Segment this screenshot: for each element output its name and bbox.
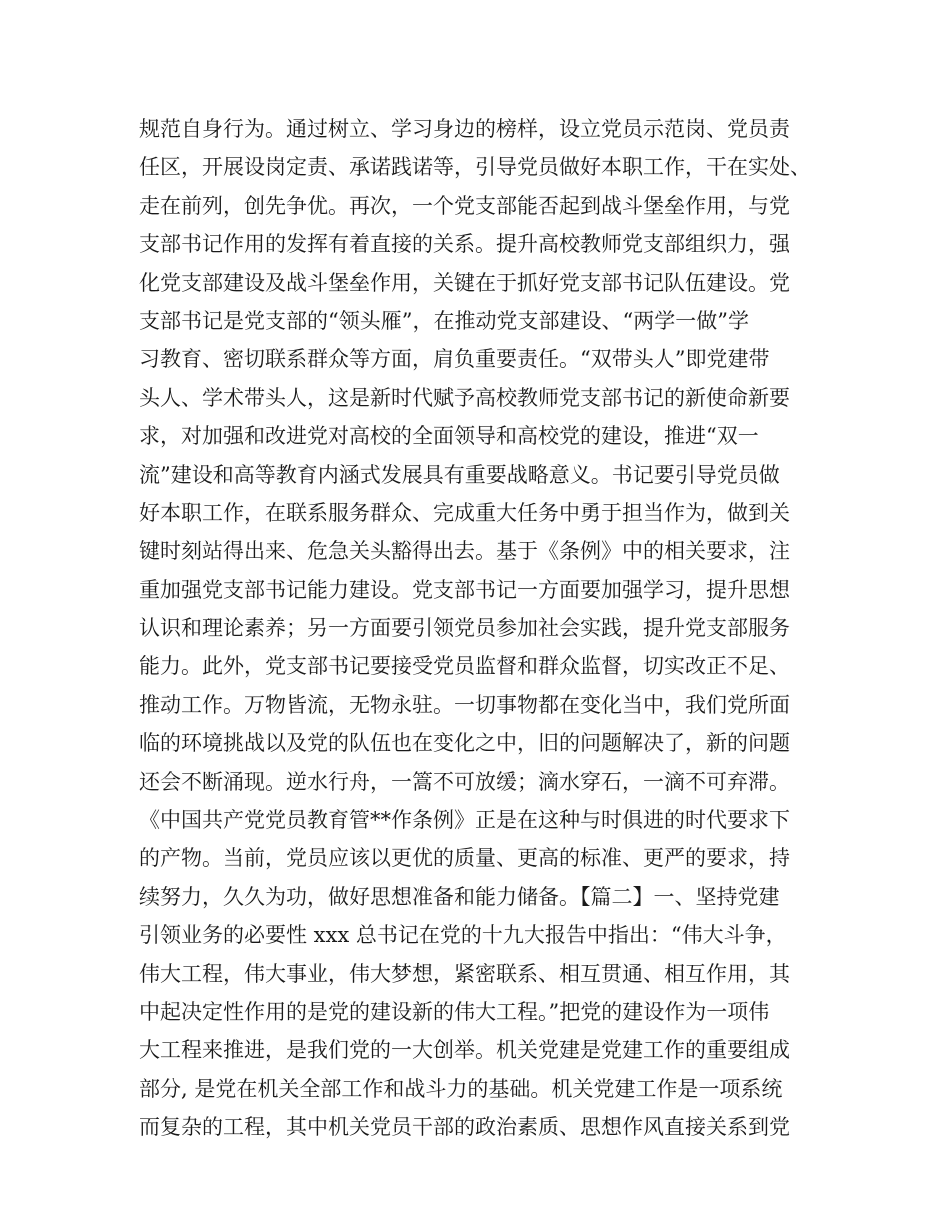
text-line: 习教育、密切联系群众等方面，肩负重要责任。“双带头人”即党建带 <box>139 347 770 372</box>
text-line: 流”建设和高等教育内涵式发展具有重要战略意义。书记要引导党员做 <box>139 462 780 487</box>
text-line: 部分, 是党在机关全部工作和战斗力的基础。机关党建工作是一项系统 <box>139 1076 783 1101</box>
text-line: 支部书记作用的发挥有着直接的关系。提升高校教师党支部组织力，强 <box>139 232 790 257</box>
text-line: 而复杂的工程，其中机关党员干部的政治素质、思想作风直接关系到党 <box>139 1115 790 1140</box>
text-line: 任区，开展设岗定责、承诺践诺等，引导党员做好本职工作，干在实处、 <box>139 155 811 180</box>
text-line: 重加强党支部书记能力建设。党支部书记一方面要加强学习，提升思想 <box>139 577 790 602</box>
text-line: 认识和理论素养；另一方面要引领党员参加社会实践，提升党支部服务 <box>139 616 790 641</box>
text-line: 推动工作。万物皆流，无物永驻。一切事物都在变化当中，我们党所面 <box>139 692 790 717</box>
text-line: 头人、学术带头人，这是新时代赋予高校教师党支部书记的新使命新要 <box>139 385 790 410</box>
text-line: 续努力，久久为功，做好思想准备和能力储备。【篇二】一、坚持党建 <box>139 884 780 909</box>
text-line: 能力。此外，党支部书记要接受党员监督和群众监督，切实改正不足、 <box>139 654 790 679</box>
text-line: 伟大工程，伟大事业，伟大梦想，紧密联系、相互贯通、相互作用，其 <box>139 961 790 986</box>
text-line: 的产物。当前，党员应该以更优的质量、更高的标准、更严的要求，持 <box>139 846 790 871</box>
text-line: 《中国共产党党员教育管**作条例》正是在这种与时俱进的时代要求下 <box>139 808 790 833</box>
text-line: 还会不断涌现。逆水行舟，一篙不可放缓；滴水穿石，一滴不可弃滞。 <box>139 769 790 794</box>
text-line: 临的环境挑战以及党的队伍也在变化之中，旧的问题解决了，新的问题 <box>139 731 790 756</box>
text-line: 好本职工作，在联系服务群众、完成重大任务中勇于担当作为，做到关 <box>139 500 790 525</box>
text-line: 规范自身行为。通过树立、学习身边的榜样，设立党员示范岗、党员责 <box>139 117 790 141</box>
text-line: 中起决定性作用的是党的建设新的伟大工程。”把党的建设作为一项伟 <box>139 999 770 1024</box>
text-line: 大工程来推进，是我们党的一大创举。机关党建是党建工作的重要组成 <box>139 1038 790 1063</box>
text-line: 支部书记是党支部的“领头雁”，在推动党支部建设、“两学一做”学 <box>139 308 749 333</box>
text-line: 化党支部建设及战斗堡垒作用，关键在于抓好党支部书记队伍建设。党 <box>139 270 790 295</box>
text-line: 引领业务的必要性 xxx 总书记在党的十九大报告中指出：“伟大斗争， <box>139 923 787 948</box>
text-line: 求，对加强和改进党对高校的全面领导和高校党的建设，推进“双一 <box>139 424 759 449</box>
text-line: 走在前列，创先争优。再次，一个党支部能否起到战斗堡垒作用，与党 <box>139 193 790 218</box>
text-line: 键时刻站得出来、危急关头豁得出去。基于《条例》中的相关要求，注 <box>139 539 790 564</box>
body-text <box>139 110 819 1147</box>
